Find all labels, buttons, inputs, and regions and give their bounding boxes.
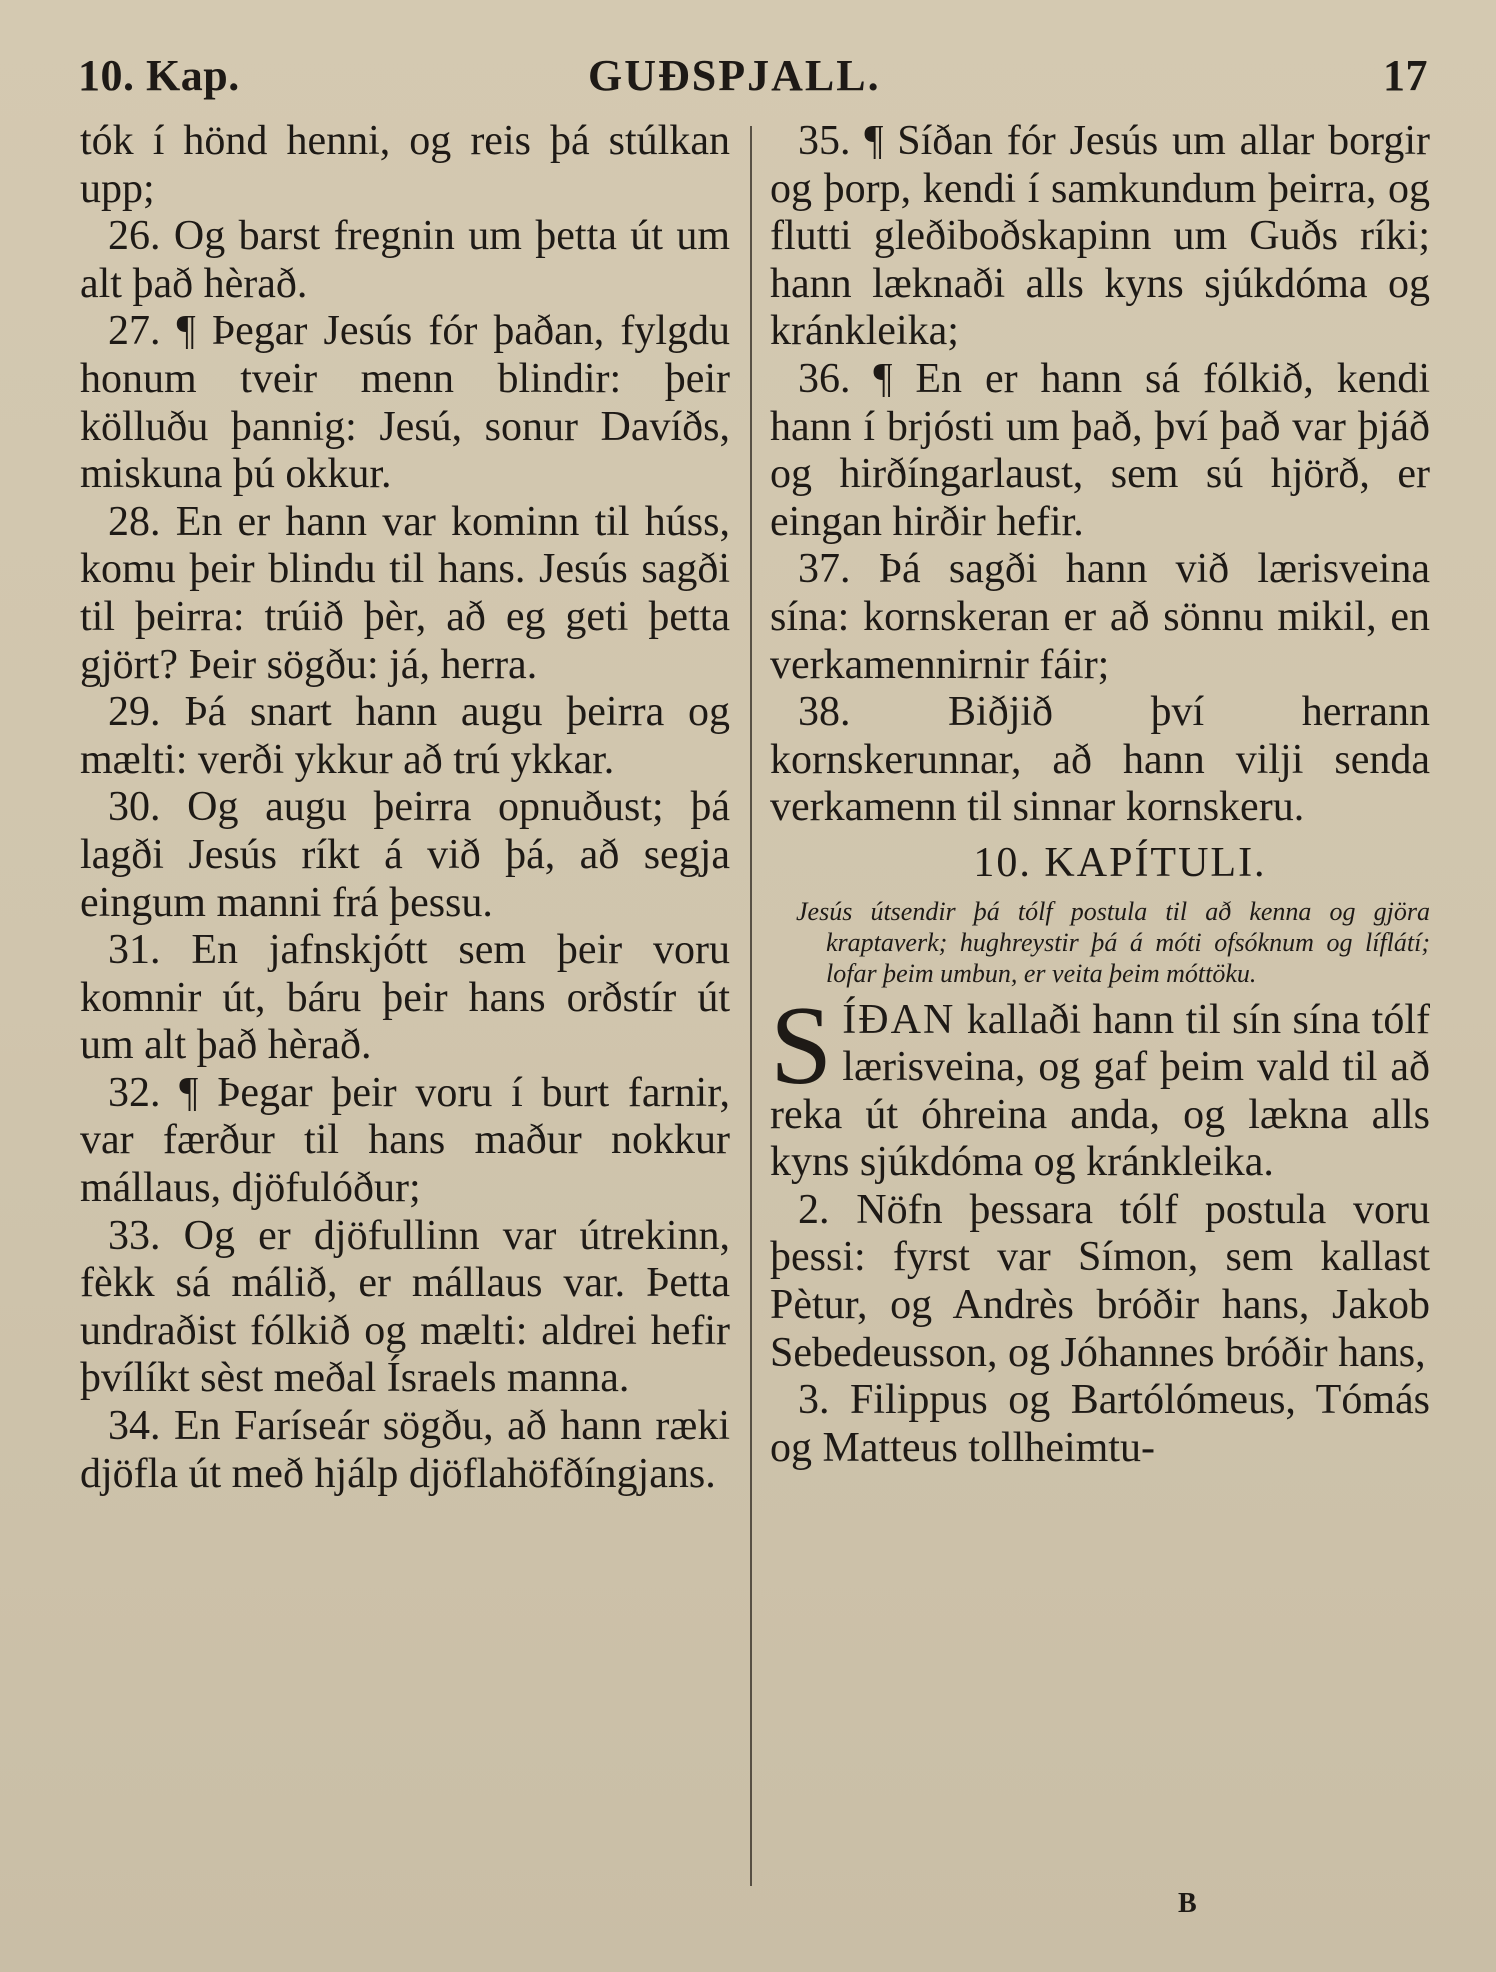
right-column <box>770 118 1430 1472</box>
opening-text: kallaði hann til sín sína tólf lærisveina, og gaf þeim vald til að reka út óhreina anda, og lækna alls kyns sjúkdóma og kránkleika. <box>770 996 1430 1186</box>
verse-31: 31. En jafnskjótt sem þeir voru komnir út, báru þeir hans orðstír út um alt það hèrað. <box>80 927 730 1069</box>
running-header <box>78 50 1428 120</box>
opening-small-caps: ÍÐAN <box>842 996 956 1043</box>
verse-3: 3. Filippus og Bartólómeus, Tómás og Matteus tollheimtu- <box>770 1377 1430 1471</box>
verse-26: 26. Og barst fregnin um þetta út um alt það hèrað. <box>80 213 730 307</box>
verse-2: 2. Nöfn þessara tólf postula voru þessi: fyrst var Símon, sem kallast Pètur, og Andrès bróðir hans, Jakob Sebedeusson, og Jóhannes bróðir hans, <box>770 1186 1430 1376</box>
book-title: GUÐSPJALL. <box>588 51 881 100</box>
chapter-opening-verse <box>770 983 1430 1187</box>
chapter-heading: 10. KAPÍTULI. <box>973 839 1267 886</box>
left-column <box>80 118 730 1498</box>
page-number: 17 <box>1383 51 1428 100</box>
verse-34: 34. En Faríseár sögðu, að hann ræki djöfla út með hjálp djöflahöfðíngjans. <box>80 1403 730 1497</box>
verse-33: 33. Og er djöfullinn var útrekinn, fèkk sá málið, er mállaus var. Þetta undraðist fólkið og mælti: aldrei hefir þvílíkt sèst meðal Ísraels manna. <box>80 1212 730 1402</box>
verse-32: 32. ¶ Þegar þeir voru í burt farnir, var færður til hans maður nokkur mállaus, djöfulóður; <box>80 1069 730 1212</box>
verse-38: 38. Biðjið því herrann kornskerunnar, að hann vilji senda verkamenn til sinnar kornskeru. <box>770 689 1430 831</box>
verse-37: 37. Þá sagði hann við lærisveina sína: kornskeran er að sönnu mikil, en verkamennirnir fáir; <box>770 546 1430 688</box>
signature-mark: B <box>1178 1888 1197 1919</box>
verse-28: 28. En er hann var kominn til húss, komu þeir blindu til hans. Jesús sagði til þeirra: trúið þèr, að eg geti þetta gjört? Þeir sögðu: já, herra. <box>80 498 730 688</box>
chapter-summary: Jesús útsendir þá tólf postula til að kenna og gjöra kraptaverk; hughreystir þá á móti ofsóknum og líflátí; lofar þeim umbun, er veita þeim móttöku. <box>796 896 1430 988</box>
verse-30: 30. Og augu þeirra opnuðust; þá lagði Jesús ríkt á við þá, að segja eingum manni frá þessu. <box>80 784 730 926</box>
verse-36: 36. ¶ En er hann sá fólkið, kendi hann í brjósti um það, því það var þjáð og hirðíngarlaust, sem sú hjörð, er eingan hirðir hefir. <box>770 355 1430 545</box>
verse-continuation: tók í hönd henni, og reis þá stúlkan upp; <box>80 118 730 212</box>
chapter-label: 10. Kap. <box>78 51 240 100</box>
verse-35: 35. ¶ Síðan fór Jesús um allar borgir og þorp, kendi í samkundum þeirra, og flutti gleðiboðskapinn um Guðs ríki; hann læknaði alls kyns sjúkdóma og kránkleika; <box>770 118 1430 355</box>
verse-29: 29. Þá snart hann augu þeirra og mælti: verði ykkur að trú ykkar. <box>80 689 730 783</box>
column-divider <box>750 126 752 1886</box>
verse-27: 27. ¶ Þegar Jesús fór þaðan, fylgdu honum tveir menn blindir: þeir kölluðu þannig: Jesú, sonur Davíðs, miskuna þú okkur. <box>80 308 730 498</box>
drop-cap-letter: S <box>770 983 833 1108</box>
